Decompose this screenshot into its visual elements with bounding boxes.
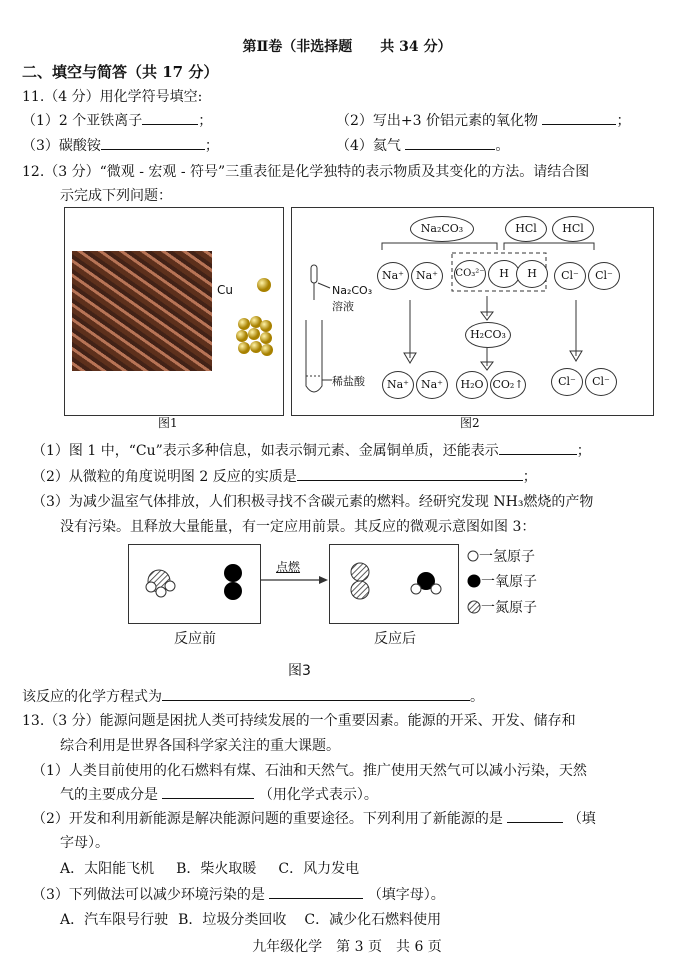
option-b: B．垃圾分类回收 xyxy=(178,912,287,928)
hydrogen-ion: H xyxy=(516,260,548,288)
legend-nitrogen: 一氮原子 xyxy=(467,597,537,617)
q13-part2-line2: 字母）。 xyxy=(60,835,109,851)
answer-blank[interactable] xyxy=(162,687,470,701)
tube-label: 稀盐酸 xyxy=(332,375,365,388)
before-molecules xyxy=(129,545,260,623)
after-molecules xyxy=(330,545,458,623)
na2co3-molecule: Na₂CO₃ xyxy=(410,216,474,242)
option-a: A．太阳能飞机 xyxy=(60,861,155,877)
q13-options-2 xyxy=(60,858,359,878)
q12-equation: 该反应的化学方程式为 。 xyxy=(22,689,484,705)
q13-part1-line2: 气的主要成分是 （用化学式表示）。 xyxy=(60,787,378,803)
answer-blank[interactable] xyxy=(499,441,577,455)
sodium-ion: Na⁺ xyxy=(411,262,443,290)
after-box xyxy=(329,544,459,624)
chloride-ion: Cl⁻ xyxy=(588,262,620,290)
before-box xyxy=(128,544,261,624)
water-molecule: H₂O xyxy=(456,371,488,399)
hcl-molecule: HCl xyxy=(505,216,547,242)
q11-part2: （2）写出+3 价铝元素的氧化物 ； xyxy=(336,113,631,129)
hydrogen-atom-icon xyxy=(467,550,479,562)
q13-part1-line1: （1）人类目前使用的化石燃料有煤、石油和天然气。推广使用天然气可以减小污染，天然 xyxy=(32,763,587,779)
figure-3-caption: 图3 xyxy=(288,663,311,679)
q12-part3-line1: （3）为减少温室气体排放，人们积极寻找不含碳元素的燃料。经研究发现 NH₃燃烧的产物 xyxy=(32,494,594,510)
hcl-molecule: HCl xyxy=(552,216,594,242)
q13-stem-line1: 13.（3 分）能源问题是困扰人类可持续发展的一个重要因素。能源的开采、开发、储存和 xyxy=(22,713,576,729)
copper-photo xyxy=(72,251,212,371)
q11-part3: （3）碳酸铵 ； xyxy=(22,138,219,154)
figure-1-caption: 图1 xyxy=(158,416,178,430)
option-a: A．汽车限号行驶 xyxy=(60,912,169,928)
oxygen-atom-icon xyxy=(467,574,481,588)
reaction-condition: 点燃 xyxy=(276,560,301,574)
answer-blank[interactable] xyxy=(542,111,616,125)
figure-2 xyxy=(291,207,654,416)
page-header: 第Ⅱ卷（非选择题 共 34 分） xyxy=(242,39,452,55)
answer-blank[interactable] xyxy=(405,136,495,150)
carbonate-ion: CO₃²⁻ xyxy=(454,260,486,288)
q11-part1: （1）2 个亚铁离子 ； xyxy=(22,113,213,129)
q12-part3-line2: 没有污染。且释放大量能量，有一定应用前景。其反应的微观示意图如图 3： xyxy=(60,519,536,535)
q11-stem: 11.（4 分）用化学符号填空: xyxy=(22,89,203,105)
sodium-ion: Na⁺ xyxy=(377,262,409,290)
before-label: 反应前 xyxy=(174,631,216,647)
section-title: 二、填空与简答（共 17 分） xyxy=(22,63,219,81)
answer-blank[interactable] xyxy=(507,809,563,823)
nitrogen-atom-icon xyxy=(467,600,481,614)
q12-part1: （1）图 1 中，“Cu”表示多种信息，如表示铜元素、金属铜单质，还能表示 ； xyxy=(32,443,591,459)
sodium-ion: Na⁺ xyxy=(416,371,448,399)
answer-blank[interactable] xyxy=(297,467,523,481)
cu-label: Cu xyxy=(217,283,233,297)
q13-part2-line1: （2）开发和利用新能源是解决能源问题的重要途径。下列利用了新能源的是 （填 xyxy=(32,811,596,827)
option-b: B．柴火取暖 xyxy=(176,861,257,877)
chloride-ion: Cl⁻ xyxy=(585,368,617,396)
hydrogen-ion: H xyxy=(488,260,520,288)
q12-part2: （2）从微粒的角度说明图 2 反应的实质是 ； xyxy=(32,469,537,485)
answer-blank[interactable] xyxy=(162,785,254,799)
q13-options-3 xyxy=(60,909,441,929)
copper-atom-model xyxy=(230,268,280,363)
sodium-ion: Na⁺ xyxy=(382,371,414,399)
figure-2-caption: 图2 xyxy=(460,416,480,430)
dropper-label: 溶液 xyxy=(332,300,354,313)
option-c: C．风力发电 xyxy=(278,861,360,877)
q12-stem-line2: 示完成下列问题： xyxy=(60,188,172,204)
legend-hydrogen: 一氢原子 xyxy=(467,546,535,566)
answer-blank[interactable] xyxy=(101,136,205,150)
h2co3-molecule: H₂CO₃ xyxy=(465,322,511,348)
answer-blank[interactable] xyxy=(142,111,198,125)
legend-oxygen: 一氧原子 xyxy=(467,571,537,591)
q12-stem-line1: 12.（3 分）“微观 - 宏观 - 符号”三重表征是化学独特的表示物质及其变化的方法。请结合图 xyxy=(22,164,590,180)
chloride-ion: Cl⁻ xyxy=(551,368,583,396)
answer-blank[interactable] xyxy=(269,885,363,899)
q13-part3: （3）下列做法可以减少环境污染的是 （填字母）。 xyxy=(32,887,445,903)
after-label: 反应后 xyxy=(374,631,416,647)
page-footer: 九年级化学 第 3 页 共 6 页 xyxy=(252,939,442,955)
figure-1 xyxy=(64,207,284,416)
q13-stem-line2: 综合利用是世界各国科学家关注的重大课题。 xyxy=(60,738,340,754)
q11-part4: （4）氦气 。 xyxy=(336,138,510,154)
chloride-ion: Cl⁻ xyxy=(554,262,586,290)
dropper-label: Na₂CO₃ xyxy=(332,284,373,297)
co2-molecule: CO₂↑ xyxy=(490,371,526,399)
option-c: C．减少化石燃料使用 xyxy=(304,912,442,928)
